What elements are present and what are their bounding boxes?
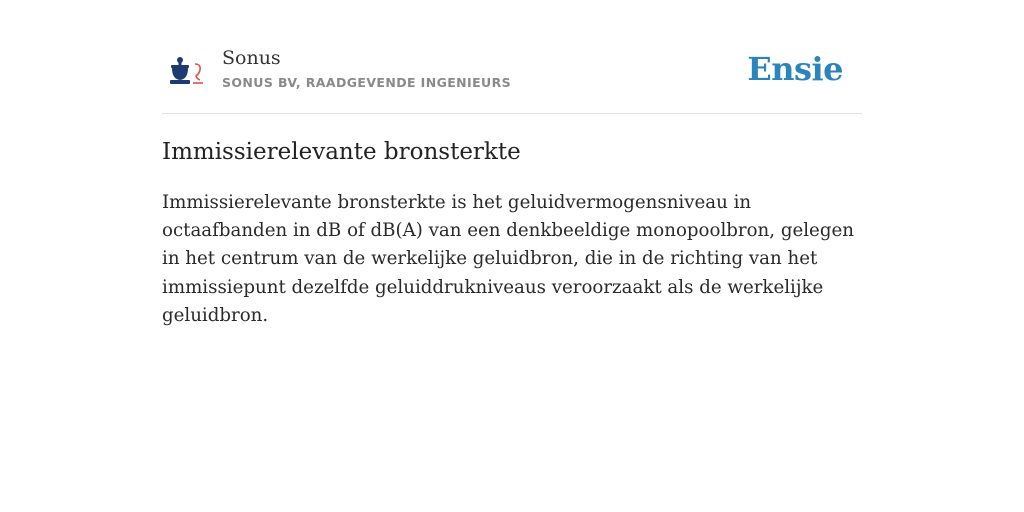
- definition-card: [162, 0, 862, 326]
- brand-logo[interactable]: Ensie: [747, 50, 843, 88]
- term-definition: Immissierelevante bronsterkte is het geluidvermogensniveau in octaafbanden in dB of dB(A) van een denkbeeldige monopoolbron, gelegen in het centrum van de werkelijke geluidbron, die in de richting van het immissiepunt dezelfde geluiddrukniveaus veroorzaakt als de werkelijke geluidbron.: [162, 192, 854, 326]
- term-title: Immissierelevante bronsterkte: [162, 139, 521, 165]
- organization-name: Sonus: [222, 47, 281, 69]
- sonus-logo-icon: [166, 52, 206, 88]
- card-header: [162, 0, 862, 114]
- organization-subtitle: SONUS BV, RAADGEVENDE INGENIEURS: [222, 75, 512, 90]
